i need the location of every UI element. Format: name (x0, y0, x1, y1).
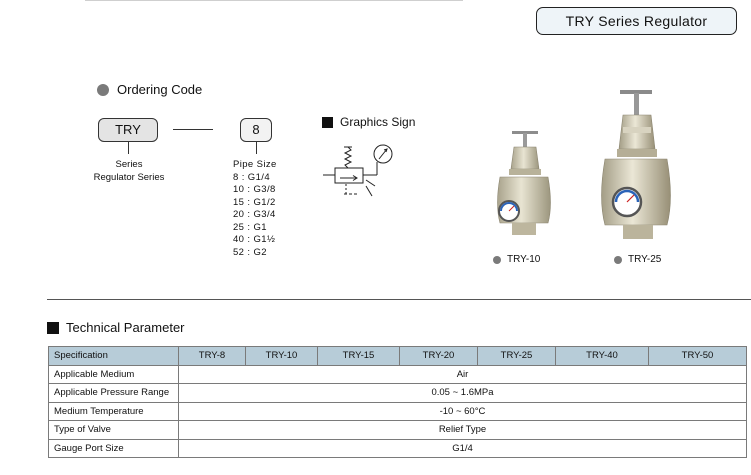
row-label: Medium Temperature (49, 402, 179, 421)
row-value: Relief Type (179, 421, 747, 440)
pipe-size-item: 8 : G1/4 (233, 171, 270, 183)
row-value: -10 ~ 60°C (179, 402, 747, 421)
pipe-size-item: 10 : G3/8 (233, 184, 276, 195)
series-description: Regulator Series (93, 171, 165, 183)
square-bullet-icon (47, 322, 59, 334)
code-size-box: 8 (240, 118, 272, 142)
model-header-cell: TRY-25 (478, 347, 556, 366)
pipe-size-item: 20 : G3/4 (233, 209, 276, 220)
size-connector (256, 141, 257, 154)
row-value: G1/4 (179, 439, 747, 458)
code-separator (173, 129, 213, 130)
table-row (49, 439, 747, 458)
pipe-size-label: Pipe Size (233, 159, 277, 170)
bullet-icon (97, 84, 109, 96)
spec-header-cell: Specification (49, 347, 179, 366)
bullet-icon (614, 256, 622, 264)
row-label: Gauge Port Size (49, 439, 179, 458)
table-header-row (49, 347, 747, 366)
table-row (49, 421, 747, 440)
graphics-sign-heading: Graphics Sign (340, 115, 416, 129)
model-header-cell: TRY-8 (179, 347, 246, 366)
series-title-tab: TRY Series Regulator (536, 7, 737, 35)
regulator-symbol-icon (322, 138, 397, 206)
model-header-cell: TRY-40 (556, 347, 649, 366)
section-divider (47, 299, 751, 300)
model-header-cell: TRY-15 (318, 347, 400, 366)
pipe-size-item: 15 : G1/2 (233, 196, 276, 208)
table-row (49, 384, 747, 403)
ordering-code-heading: Ordering Code (117, 82, 203, 97)
row-value: Air (179, 365, 747, 384)
series-label: Series (115, 159, 143, 170)
pipe-size-block (233, 159, 277, 259)
bullet-icon (493, 256, 501, 264)
try-10-product-image (490, 127, 558, 247)
model-header-cell: TRY-20 (400, 347, 478, 366)
table-row (49, 402, 747, 421)
row-label: Type of Valve (49, 421, 179, 440)
top-divider (85, 0, 463, 1)
row-value: 0.05 ~ 1.6MPa (179, 384, 747, 403)
series-label-block (60, 159, 198, 184)
model-header-cell: TRY-10 (246, 347, 318, 366)
product-label: TRY-25 (628, 254, 662, 265)
technical-parameter-heading: Technical Parameter (66, 320, 185, 335)
code-series-box: TRY (98, 118, 158, 142)
pipe-size-item: 25 : G1 (233, 221, 267, 233)
specification-table (48, 346, 747, 458)
row-label: Applicable Medium (49, 365, 179, 384)
series-connector (128, 141, 129, 154)
product-label: TRY-10 (507, 254, 541, 265)
table-row (49, 365, 747, 384)
try-25-product-image (595, 87, 677, 247)
row-label: Applicable Pressure Range (49, 384, 179, 403)
model-header-cell: TRY-50 (649, 347, 747, 366)
pipe-size-item: 40 : G1½ (233, 234, 276, 245)
pipe-size-item: 52 : G2 (233, 246, 267, 258)
square-bullet-icon (322, 117, 333, 128)
